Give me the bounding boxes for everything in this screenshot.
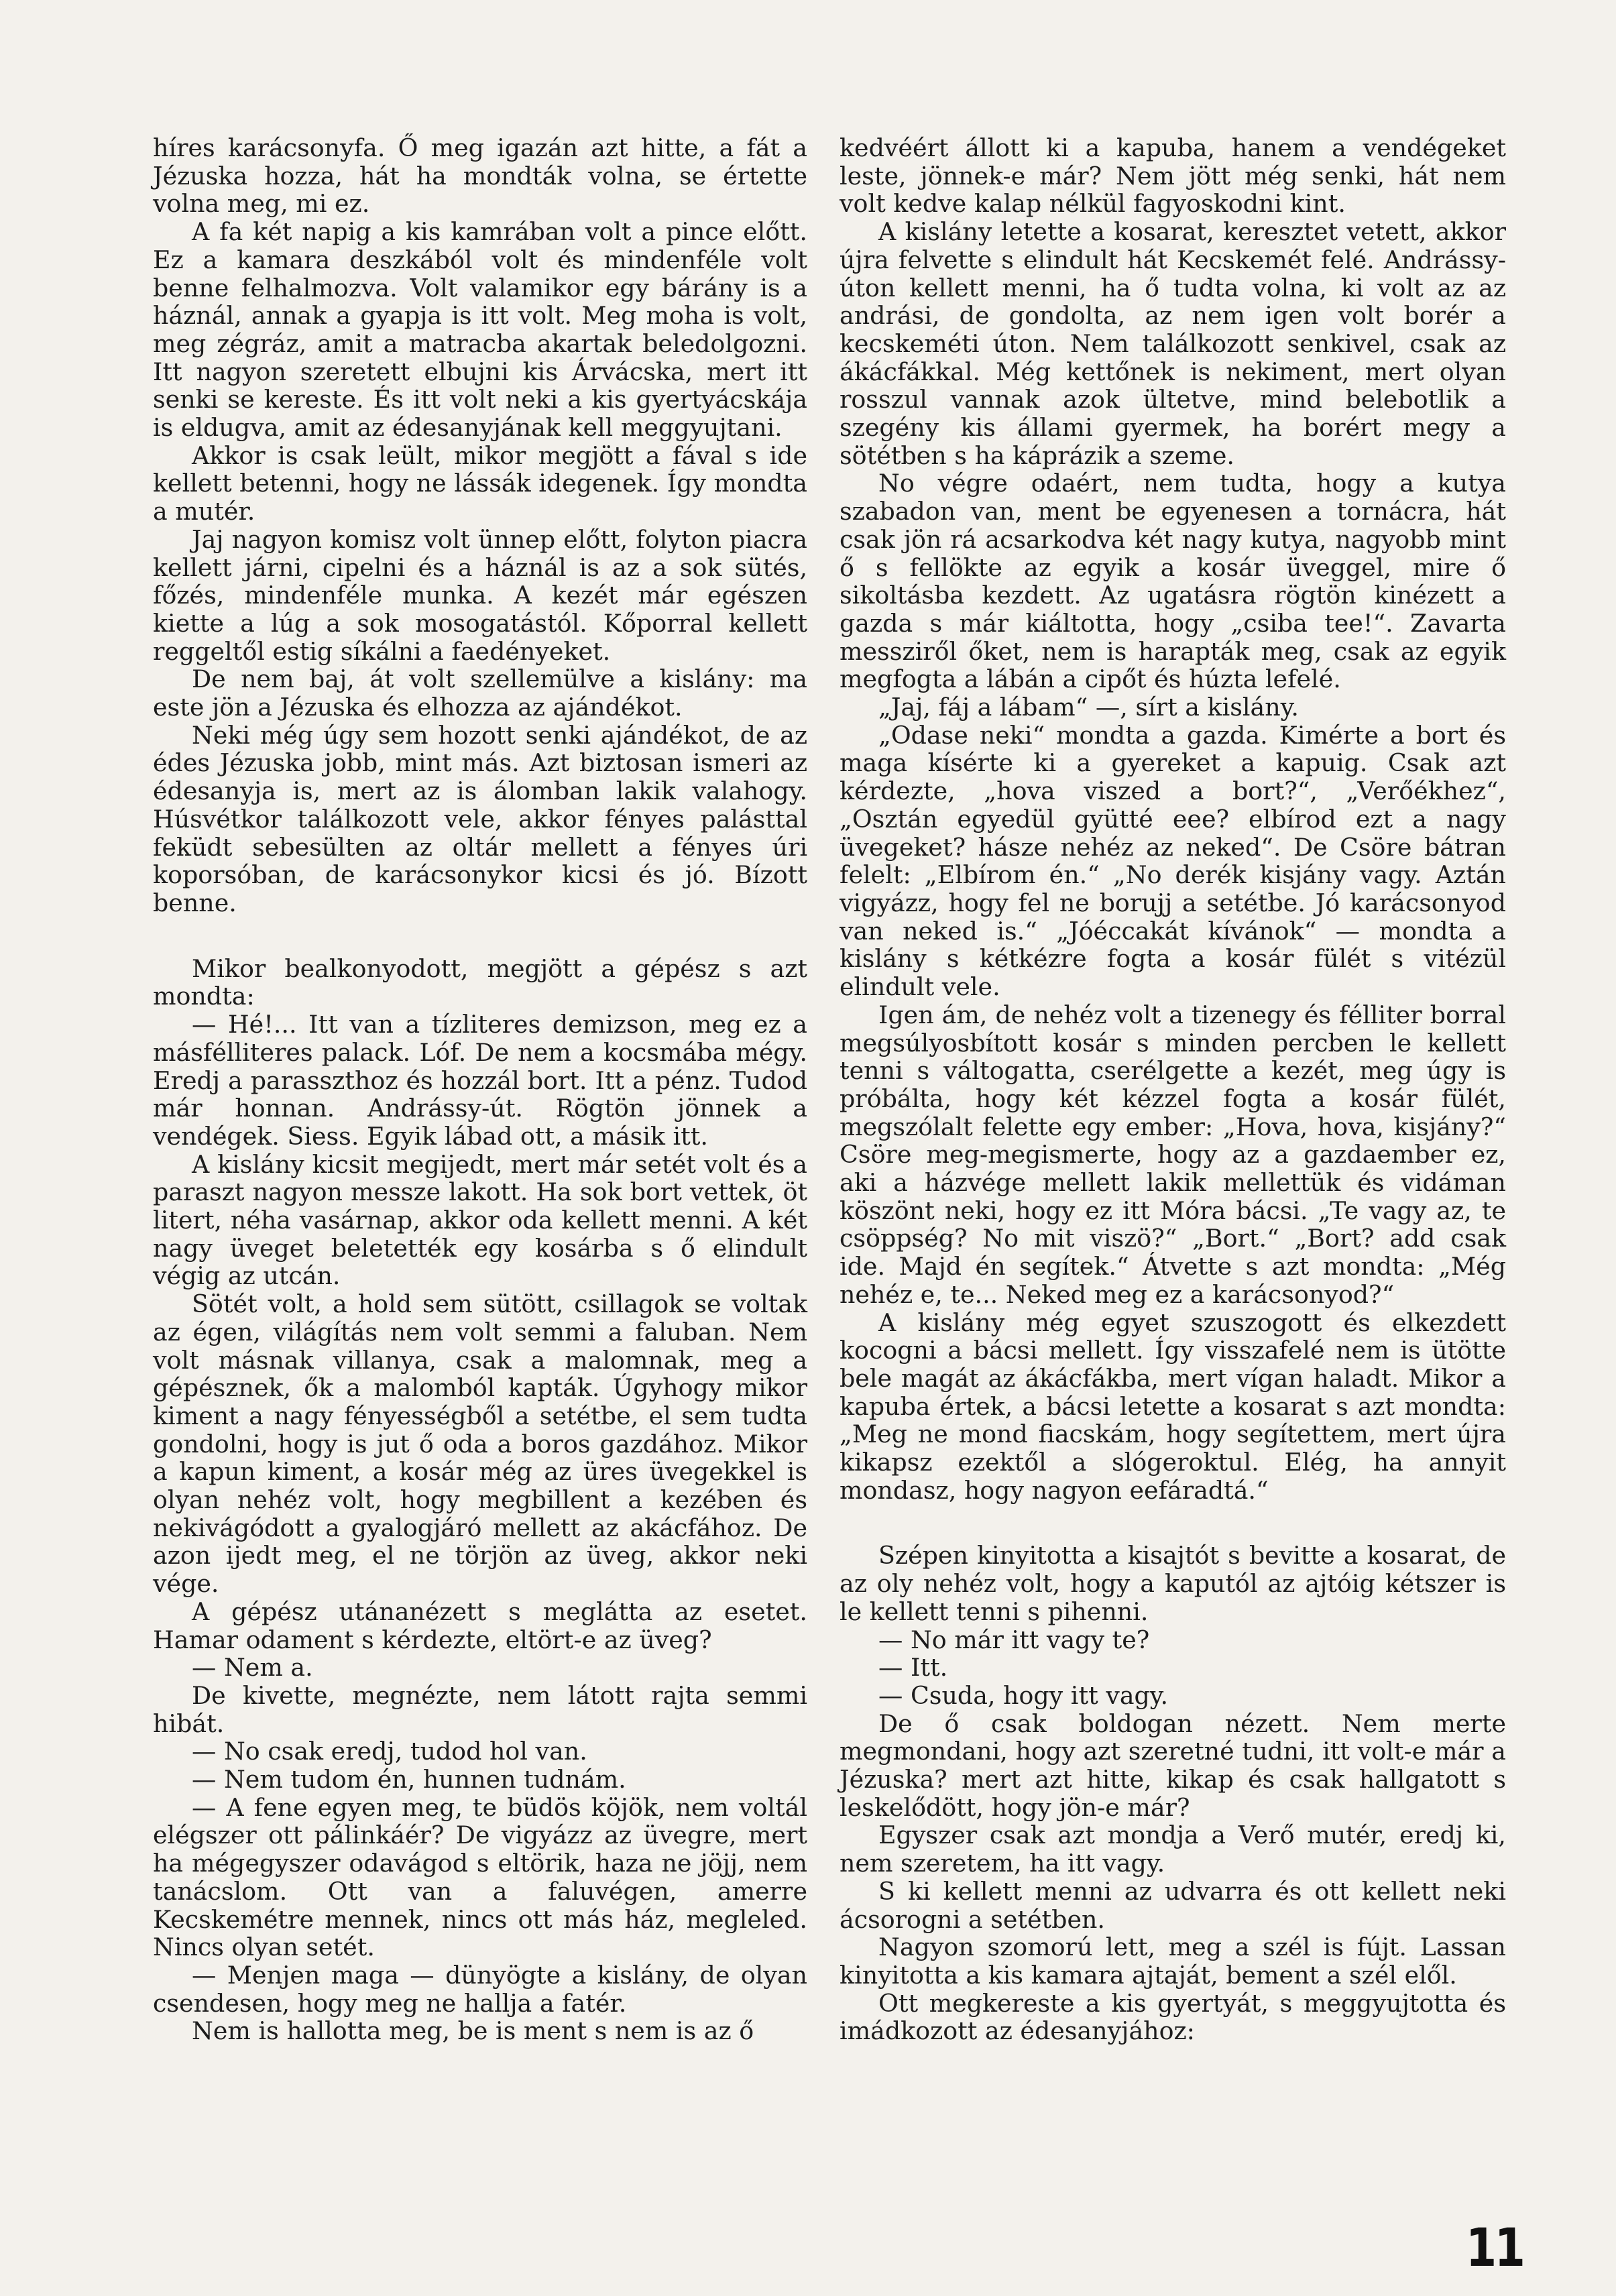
paragraph: Jaj nagyon komisz volt ünnep előtt, folyton piacra kellett járni, cipelni és a háznál is az a sok sütés, főzés, mindenféle munka. A kezét már egészen kiette a lúg a sok mosogatástól. Kőporral kellett reggeltől estig síkálni a faedényeket.	[153, 524, 807, 666]
paragraph: „Jaj, fáj a lábam“ —, sírt a kislány.	[878, 693, 1299, 722]
paragraph: — Nem tudom én, hunnen tudnám.	[192, 1765, 626, 1794]
paragraph: „Odase neki“ mondta a gazda. Kimérte a bort és maga kísérte ki a gyereket a kapuig. Csak azt kérdezte, „hova viszed a bort?“, „Verőékhez“, „Osztán egyedül gyütté eee? elbírod ezt a nagy üvegeket? hásze nehéz az neked“. De Csöre bátran felelt: „Elbírom én.“ „No derék kisjány vagy. Aztán vigyázz, hogy fel ne borujj a setétbe. Jó karácsonyod van neked is.“ „Jóéccakát kívánok“ — mondta a kislány s kétkézre fogta a kosár fülét s vitézül elindult vele.	[840, 720, 1506, 1002]
paragraph: Igen ám, de nehéz volt a tizenegy és félliter borral megsúlyosbított kosár s minden percben le kellett tenni s váltogatta, cserélgette a kezét, meg úgy is próbálta, hogy két kézzel fogta a kosár fülét, megszólalt felette egy ember: „Hova, hova, kisjány?“ Csöre meg-megismerte, hogy az a gazdaember ez, aki a házvége mellett lakik mellettük és vidáman köszönt neki, hogy ez itt Móra bácsi. „Te vagy az, te csöppség? No mit viszö?“ „Bort.“ „Bort? add csak ide. Majd én segítek.“ Átvette s azt mondta: „Még nehéz e, te... Neked meg ez a karácsonyod?“	[840, 1000, 1506, 1309]
paragraph: S ki kellett menni az udvarra és ott kellett neki ácsorogni a setétben.	[840, 1876, 1506, 1934]
paragraph: Szépen kinyitotta a kisajtót s bevitte a kosarat, de az oly nehéz volt, hogy a kaputól az ajtóig kétszer is le kellett tenni s pihenni.	[840, 1541, 1506, 1626]
paragraph: Neki még úgy sem hozott senki ajándékot, de az édes Jézuska jobb, mint más. Azt biztosan ismeri az édesanyja is, mert az is álomban lakik valahogy. Húsvétkor találkozott vele, akkor fényes palásttal feküdt sebesülten az oltár mellett a fényes úri koporsóban, de karácsonykor kicsi és jó. Bízott benne.	[153, 720, 807, 917]
left-column	[153, 134, 807, 2045]
paragraph: Akkor is csak leült, mikor megjött a fával s ide kellett betenni, hogy ne lássák idegenek. Így mondta a mutér.	[153, 441, 807, 526]
paragraph: — Nem a.	[192, 1653, 313, 1682]
section-break	[840, 1504, 1506, 1542]
paragraph: De nem baj, át volt szellemülve a kislány: ma este jön a Jézuska és elhozza az ajándékot.	[153, 665, 807, 722]
page-number: 11	[1466, 2218, 1523, 2279]
paragraph: Ott megkereste a kis gyertyát, s meggyujtotta és imádkozott az édesanyjához:	[840, 1988, 1506, 2046]
section-break	[153, 917, 807, 955]
paragraph: — Csuda, hogy itt vagy.	[878, 1680, 1169, 1710]
paragraph: A kislány még egyet szuszogott és elkezdett kocogni a bácsi mellett. Így visszafelé nem is ütötte bele magát az ákácfákba, mert vígan haladt. Mikor a kapuba értek, a bácsi letette a kosarat s azt mondta: „Meg ne mond fiacskám, hogy segítettem, mert újra kikapsz ezektől a slógeroktul. Elég, ha annyit mondasz, hogy nagyon eefáradtá.“	[840, 1308, 1506, 1505]
paragraph: Nem is hallotta meg, be is ment s nem is az ő	[192, 2016, 754, 2046]
paragraph: De kivette, megnézte, nem látott rajta semmi hibát.	[153, 1680, 807, 1738]
paragraph: A fa két napig a kis kamrában volt a pince előtt. Ez a kamara deszkából volt és mindenféle volt benne felhalmozva. Volt valamikor egy bárány is a háznál, annak a gyapja is itt volt. Meg moha is volt, meg zégráz, amit a matracba akartak beledolgozni. Itt nagyon szeretett elbujni kis Árvácska, mert itt senki se kereste. És itt volt neki a kis gyertyácskája is eldugva, amit az édesanyjának kell meggyujtani.	[153, 217, 807, 443]
right-column	[840, 134, 1506, 2045]
paragraph: — No már itt vagy te?	[878, 1625, 1150, 1654]
paragraph: kedvéért állott ki a kapuba, hanem a vendégeket leste, jönnek-e már? Nem jött még senki, hát nem volt kedve kalap nélkül fagyoskodni kint.	[840, 133, 1506, 219]
paragraph: — Menjen maga — dünyögte a kislány, de olyan csendesen, hogy meg ne hallja a fatér.	[153, 1961, 807, 2018]
paragraph: Egyszer csak azt mondja a Verő mutér, eredj ki, nem szeretem, ha itt vagy.	[840, 1821, 1506, 1878]
paragraph: No végre odaért, nem tudta, hogy a kutya szabadon van, ment be egyenesen a tornácra, hát csak jön rá acsarkodva két nagy kutya, nagyobb mint ő s fellökte az egyik a kosár üveggel, mire ő sikoltásba kezdett. Az ugatásra rögtön kinézett a gazda s már kiáltotta, hogy „csiba tee!“. Zavarta messziről őket, nem is harapták meg, csak az egyik megfogta a lábán a cipőt és húzta lefelé.	[840, 469, 1506, 694]
paragraph: A kislány kicsit megijedt, mert már setét volt és a paraszt nagyon messze lakott. Ha sok bort vettek, öt litert, néha vasárnap, akkor oda kellett menni. A két nagy üveget beletették egy kosárba s ő elindult végig az utcán.	[153, 1149, 807, 1291]
paragraph: Mikor bealkonyodott, megjött a gépész s azt mondta:	[153, 954, 807, 1011]
paragraph: híres karácsonyfa. Ő meg igazán azt hitte, a fát a Jézuska hozza, hát ha mondták volna, se értette volna meg, mi ez.	[153, 133, 807, 219]
paragraph: A gépész utánanézett s meglátta az esetet. Hamar odament s kérdezte, eltört-e az üveg?	[153, 1597, 807, 1654]
paragraph: — Hé!... Itt van a tízliteres demizson, meg ez a másfélliteres palack. Lóf. De nem a kocsmába mégy. Eredj a parasszthoz és hozzál bort. Itt a pénz. Tudod már honnan. Andrássy-út. Rögtön jönnek a vendégek. Siess. Egyik lábad ott, a másik itt.	[153, 1010, 807, 1151]
paragraph: Nagyon szomorú lett, meg a szél is fújt. Lassan kinyitotta a kis kamara ajtaját, bement a szél elől.	[840, 1933, 1506, 1990]
paragraph: A kislány letette a kosarat, keresztet vetett, akkor újra felvette s elindult hát Kecskemét felé. Andrássy-úton kellett menni, ha ő tudta volna, ki volt az az andrási, de gondolta, az nem igen volt borér a kecskeméti úton. Nem találkozott senkivel, csak az ákácfákkal. Még kettőnek is nekiment, mert olyan rosszul vannak azok ültetve, mind belebotlik a szegény kis állami gyermek, ha borért megy a sötétben s ha káprázik a szeme.	[840, 217, 1506, 470]
paragraph: De ő csak boldogan nézett. Nem merte megmondani, hogy azt szeretné tudni, itt volt-e már a Jézuska? mert azt hitte, kikap és csak hallgatott s leskelődött, hogy jön-e már?	[840, 1709, 1506, 1822]
paragraph: — A fene egyen meg, te büdös köjök, nem voltál elégszer ott pálinkáér? De vigyázz az üvegre, mert ha mégegyszer odavágod s eltörik, haza ne jöjj, nem tanácslom. Ott van a faluvégen, amerre Kecskemétre mennek, nincs ott más ház, megleled. Nincs olyan setét.	[153, 1792, 807, 1962]
paragraph: — No csak eredj, tudod hol van.	[192, 1737, 587, 1766]
paragraph: — Itt.	[878, 1653, 948, 1682]
paragraph: Sötét volt, a hold sem sütött, csillagok se voltak az égen, világítás nem volt semmi a faluban. Nem volt másnak villanya, csak a malomnak, meg a gépésznek, ők a malomból kapták. Úgyhogy mikor kiment a nagy fényességből a setétbe, el sem tudta gondolni, hogy is jut ő oda a boros gazdához. Mikor a kapun kiment, a kosár még az üres üvegekkel is olyan nehéz volt, hogy megbillent a kezében és nekivágódott a gyalogjáró mellett az akácfához. De azon ijedt meg, el ne törjön az üveg, akkor neki vége.	[153, 1289, 807, 1599]
